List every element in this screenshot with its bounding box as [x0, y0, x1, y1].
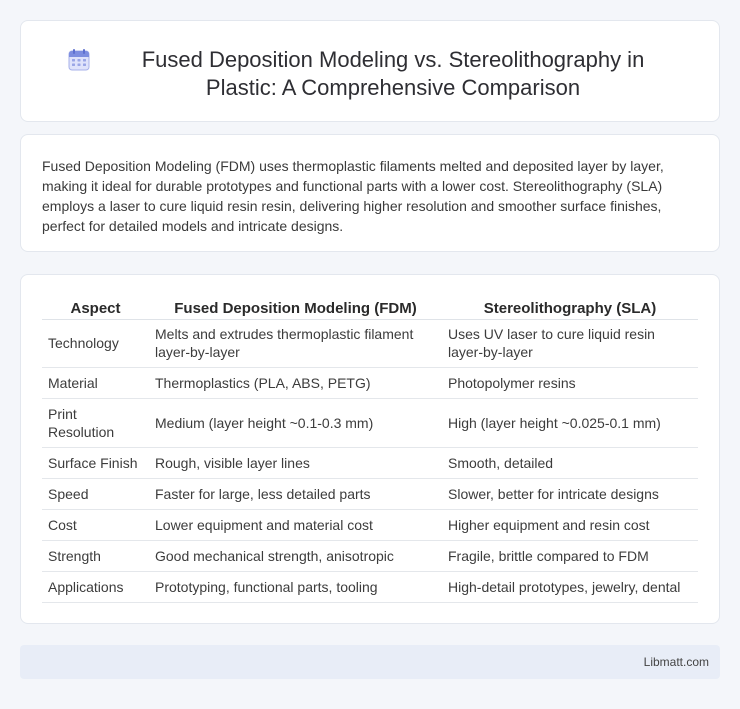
row-aspect: Print Resolution [42, 398, 149, 447]
title-card [20, 20, 720, 122]
row-sla: Fragile, brittle compared to FDM [442, 540, 698, 571]
row-sla: Photopolymer resins [442, 367, 698, 398]
row-fdm: Thermoplastics (PLA, ABS, PETG) [149, 367, 442, 398]
row-sla: Slower, better for intricate designs [442, 478, 698, 509]
header-aspect: Aspect [42, 295, 149, 319]
row-fdm: Melts and extrudes thermoplastic filament layer-by-layer [149, 319, 442, 367]
row-fdm: Medium (layer height ~0.1-0.3 mm) [149, 398, 442, 447]
header-fdm: Fused Deposition Modeling (FDM) [149, 295, 442, 319]
row-fdm: Faster for large, less detailed parts [149, 478, 442, 509]
table-row [42, 367, 698, 398]
row-fdm: Prototyping, functional parts, tooling [149, 571, 442, 602]
row-aspect: Technology [42, 319, 149, 367]
table-row [42, 509, 698, 540]
row-sla: Higher equipment and resin cost [442, 509, 698, 540]
header-sla: Stereolithography (SLA) [442, 295, 698, 319]
row-sla: Smooth, detailed [442, 447, 698, 478]
row-aspect: Applications [42, 571, 149, 602]
row-aspect: Surface Finish [42, 447, 149, 478]
row-aspect: Material [42, 367, 149, 398]
row-sla: High (layer height ~0.025-0.1 mm) [442, 398, 698, 447]
row-sla: High-detail prototypes, jewelry, dental [442, 571, 698, 602]
intro-paragraph: Fused Deposition Modeling (FDM) uses thermoplastic filaments melted and deposited layer by layer, making it ideal for durable prototypes and functional parts with a lower cost. Stereolithography (SLA) employs a laser to cure liquid resin resin, delivering higher resolution and smoother surface finishes, perfect for detailed models and intricate designs. [42, 158, 664, 234]
calendar-icon [67, 48, 91, 72]
table-row [42, 540, 698, 571]
table-row [42, 447, 698, 478]
comparison-card [20, 274, 720, 624]
row-fdm: Good mechanical strength, anisotropic [149, 540, 442, 571]
table-header-row [42, 295, 698, 319]
row-aspect: Speed [42, 478, 149, 509]
table-row [42, 398, 698, 447]
row-fdm: Rough, visible layer lines [149, 447, 442, 478]
table-row [42, 319, 698, 367]
table-row [42, 478, 698, 509]
comparison-table [42, 295, 698, 603]
intro-card [20, 134, 720, 252]
footer-bar [20, 645, 720, 679]
row-sla: Uses UV laser to cure liquid resin layer-by-layer [442, 319, 698, 367]
row-aspect: Strength [42, 540, 149, 571]
footer-brand[interactable]: Libmatt.com [643, 655, 709, 669]
row-fdm: Lower equipment and material cost [149, 509, 442, 540]
page-title: Fused Deposition Modeling vs. Stereolithography in Plastic: A Comprehensive Comparison [141, 47, 645, 100]
table-row [42, 571, 698, 602]
title-wrap [21, 21, 719, 102]
row-aspect: Cost [42, 509, 149, 540]
